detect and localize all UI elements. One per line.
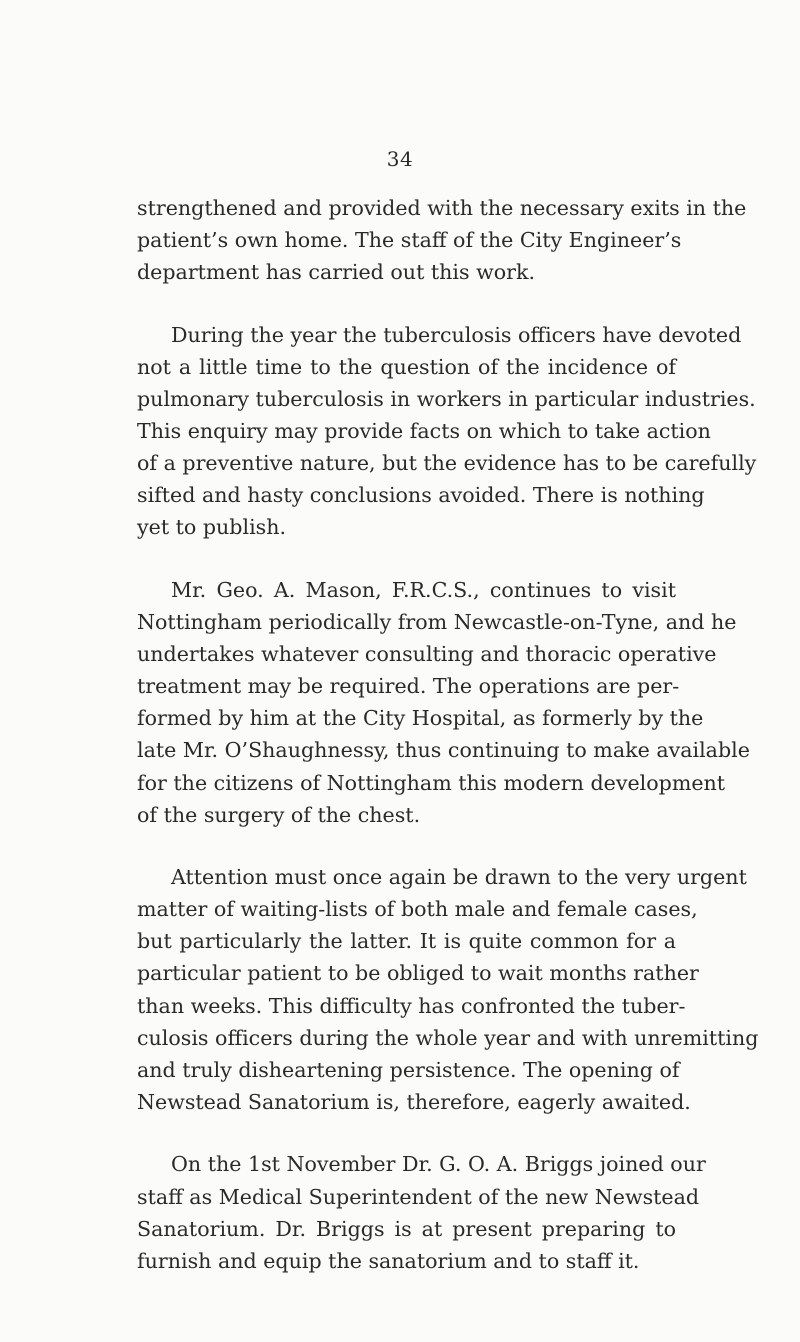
text-line: but particularly the latter. It is quite common for a — [137, 929, 676, 954]
text-line: On the 1st November Dr. G. O. A. Briggs joined our — [171, 1152, 706, 1177]
text-line: culosis officers during the whole year and with unremitting — [137, 1025, 759, 1050]
text-line: staff as Medical Superintendent of the new Newstead — [137, 1184, 700, 1209]
text-line: During the year the tuberculosis officers have devoted — [171, 322, 742, 347]
text-line: Nottingham periodically from Newcastle-on-Tyne, and he — [137, 610, 737, 635]
text-line: Attention must once again be drawn to the very urgent — [171, 865, 747, 890]
body-text — [137, 192, 759, 1277]
text-line: Mr. Geo. A. Mason, F.R.C.S., continues to visit — [171, 577, 676, 602]
paragraph-waiting-lists — [137, 861, 759, 1118]
text-line: This enquiry may provide facts on which to take action — [137, 419, 711, 444]
text-line: particular patient to be obliged to wait months rather — [137, 961, 699, 986]
paragraph-thoracic-surgery — [137, 574, 750, 831]
text-line: not a little time to the question of the incidence of — [137, 354, 676, 379]
text-line: sifted and hasty conclusions avoided. There is nothing — [137, 483, 705, 508]
paragraph-newstead-superintendent — [137, 1148, 706, 1276]
text-line: of the surgery of the chest. — [137, 802, 421, 827]
text-line: for the citizens of Nottingham this modern development — [137, 770, 726, 795]
text-line: treatment may be required. The operations are per- — [137, 674, 680, 699]
text-line: furnish and equip the sanatorium and to staff it. — [137, 1248, 640, 1273]
text-line: matter of waiting-lists of both male and female cases, — [137, 897, 698, 922]
paragraph-exits-work — [137, 192, 747, 288]
text-line: and truly disheartening persistence. The opening of — [137, 1057, 680, 1082]
page-number: 34 — [386, 147, 414, 171]
text-line: strengthened and provided with the necessary exits in the — [137, 196, 747, 220]
text-line: Newstead Sanatorium is, therefore, eagerly awaited. — [137, 1089, 691, 1114]
text-line: pulmonary tuberculosis in workers in particular industries. — [137, 386, 756, 411]
text-line: of a preventive nature, but the evidence has to be carefully — [137, 451, 757, 476]
text-line: patient’s own home. The staff of the City Engineer’s — [137, 228, 682, 253]
paragraph-industrial-enquiry — [137, 319, 757, 544]
text-line: undertakes whatever consulting and thoracic operative — [137, 642, 717, 667]
text-line: Sanatorium. Dr. Briggs is at present preparing to — [137, 1216, 676, 1241]
text-line: department has carried out this work. — [137, 260, 536, 285]
text-line: late Mr. O’Shaughnessy, thus continuing to make available — [137, 738, 750, 763]
text-line: than weeks. This difficulty has confronted the tuber- — [137, 993, 686, 1018]
text-line: formed by him at the City Hospital, as formerly by the — [137, 706, 704, 731]
text-line: yet to publish. — [137, 515, 287, 540]
